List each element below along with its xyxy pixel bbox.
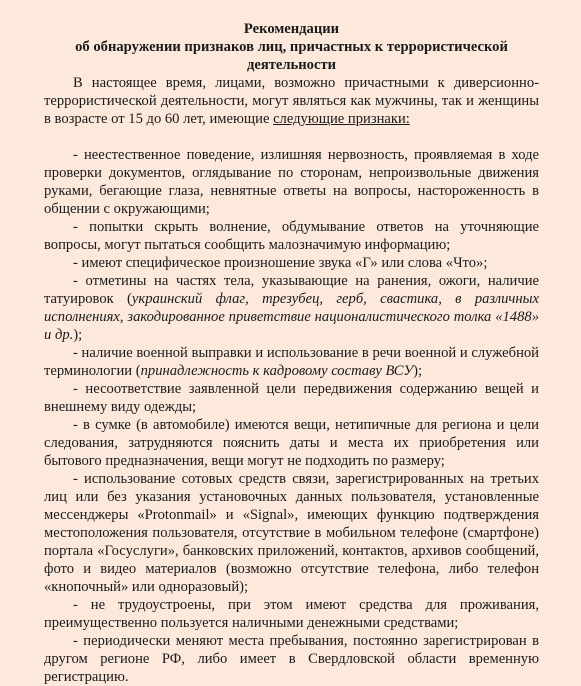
list-item-6 xyxy=(44,380,539,416)
intro-paragraph xyxy=(44,74,539,128)
list-item-text: - имеют специфическое произношение звука «Г» или слова «Что»; xyxy=(73,255,488,271)
list-item-text: - периодически меняют места пребывания, постоянно зарегистрирован в другом регионе РФ, либо имеет в Свердловской области временную регистрацию. xyxy=(44,633,539,685)
list-item-text: - не трудоустроены, при этом имеют средства для проживания, преимущественно пользуется наличными денежными средствами; xyxy=(44,597,539,631)
document-subtitle: об обнаружении признаков лиц, причастных к террористической деятельности xyxy=(75,39,508,73)
list-item-trailing-text: ); xyxy=(413,363,423,379)
list-item-5 xyxy=(44,344,539,380)
list-item-text: - попытки скрыть волнение, обдумывание ответов на уточняющие вопросы, могут пытаться сообщить малозначимую информацию; xyxy=(44,219,539,253)
list-item-7 xyxy=(44,416,539,470)
intro-underlined-text: следующие признаки: xyxy=(273,111,410,127)
intro-text: В настоящее время, лицами, возможно причастными к диверсионно-террористической деятельности, могут являться как мужчины, так и женщины в возрасте от 15 до 60 лет, имеющие xyxy=(44,75,539,127)
list-item-italic-text: украинский флаг, трезубец, герб, свастика, в различных исполнениях, закодированное приветствие националистического толка «1488» и др. xyxy=(44,291,539,343)
list-item-text: - наличие военной выправки и использование в речи военной и служебной терминологии ( xyxy=(44,345,539,379)
list-item-3 xyxy=(44,254,539,272)
list-item-text: - использование сотовых средств связи, зарегистрированных на третьих лиц или без указания установочных данных пользователя, установленные мессенджеры «Protonmail» и «Signal», имеющих функцию подтверждения местоположения пользователя, отсутствие в мобильном телефоне (смартфоне) портала «Госуслуги», банковских приложений, контактов, архивов сообщений, фото и видео материалов (возможно отсутствие телефона, либо телефон «кнопочный» или одноразовый); xyxy=(44,471,539,595)
list-item-trailing-text: ); xyxy=(73,327,83,343)
list-item-4 xyxy=(44,272,539,344)
list-item-text: - неестественное поведение, излишняя нервозность, проявляемая в ходе проверки документов, оглядывание по сторонам, непроизвольные движения руками, бегающие глаза, невнятные ответы на вопросы, настороженность в общении с окружающими; xyxy=(44,147,539,217)
list-item-10 xyxy=(44,632,539,686)
list-item-italic-text: принадлежность к кадровому составу ВСУ xyxy=(140,363,414,379)
document-title: Рекомендации xyxy=(243,21,340,37)
list-item-text: - несоответствие заявленной цели передвижения содержанию вещей и внешнему виду одежды; xyxy=(44,381,539,415)
list-item-2 xyxy=(44,218,539,254)
list-item-8 xyxy=(44,470,539,596)
list-item-text: - отметины на частях тела, указывающие на ранения, ожоги, наличие татуировок ( xyxy=(44,273,539,307)
list-item-1 xyxy=(44,146,539,218)
list-item-9 xyxy=(44,596,539,632)
list-item-text: - в сумке (в автомобиле) имеются вещи, нетипичные для региона и цели следования, затрудняются пояснить даты и места их приобретения или бытового предназначения, вещи могут не подходить по размеру; xyxy=(44,417,539,469)
